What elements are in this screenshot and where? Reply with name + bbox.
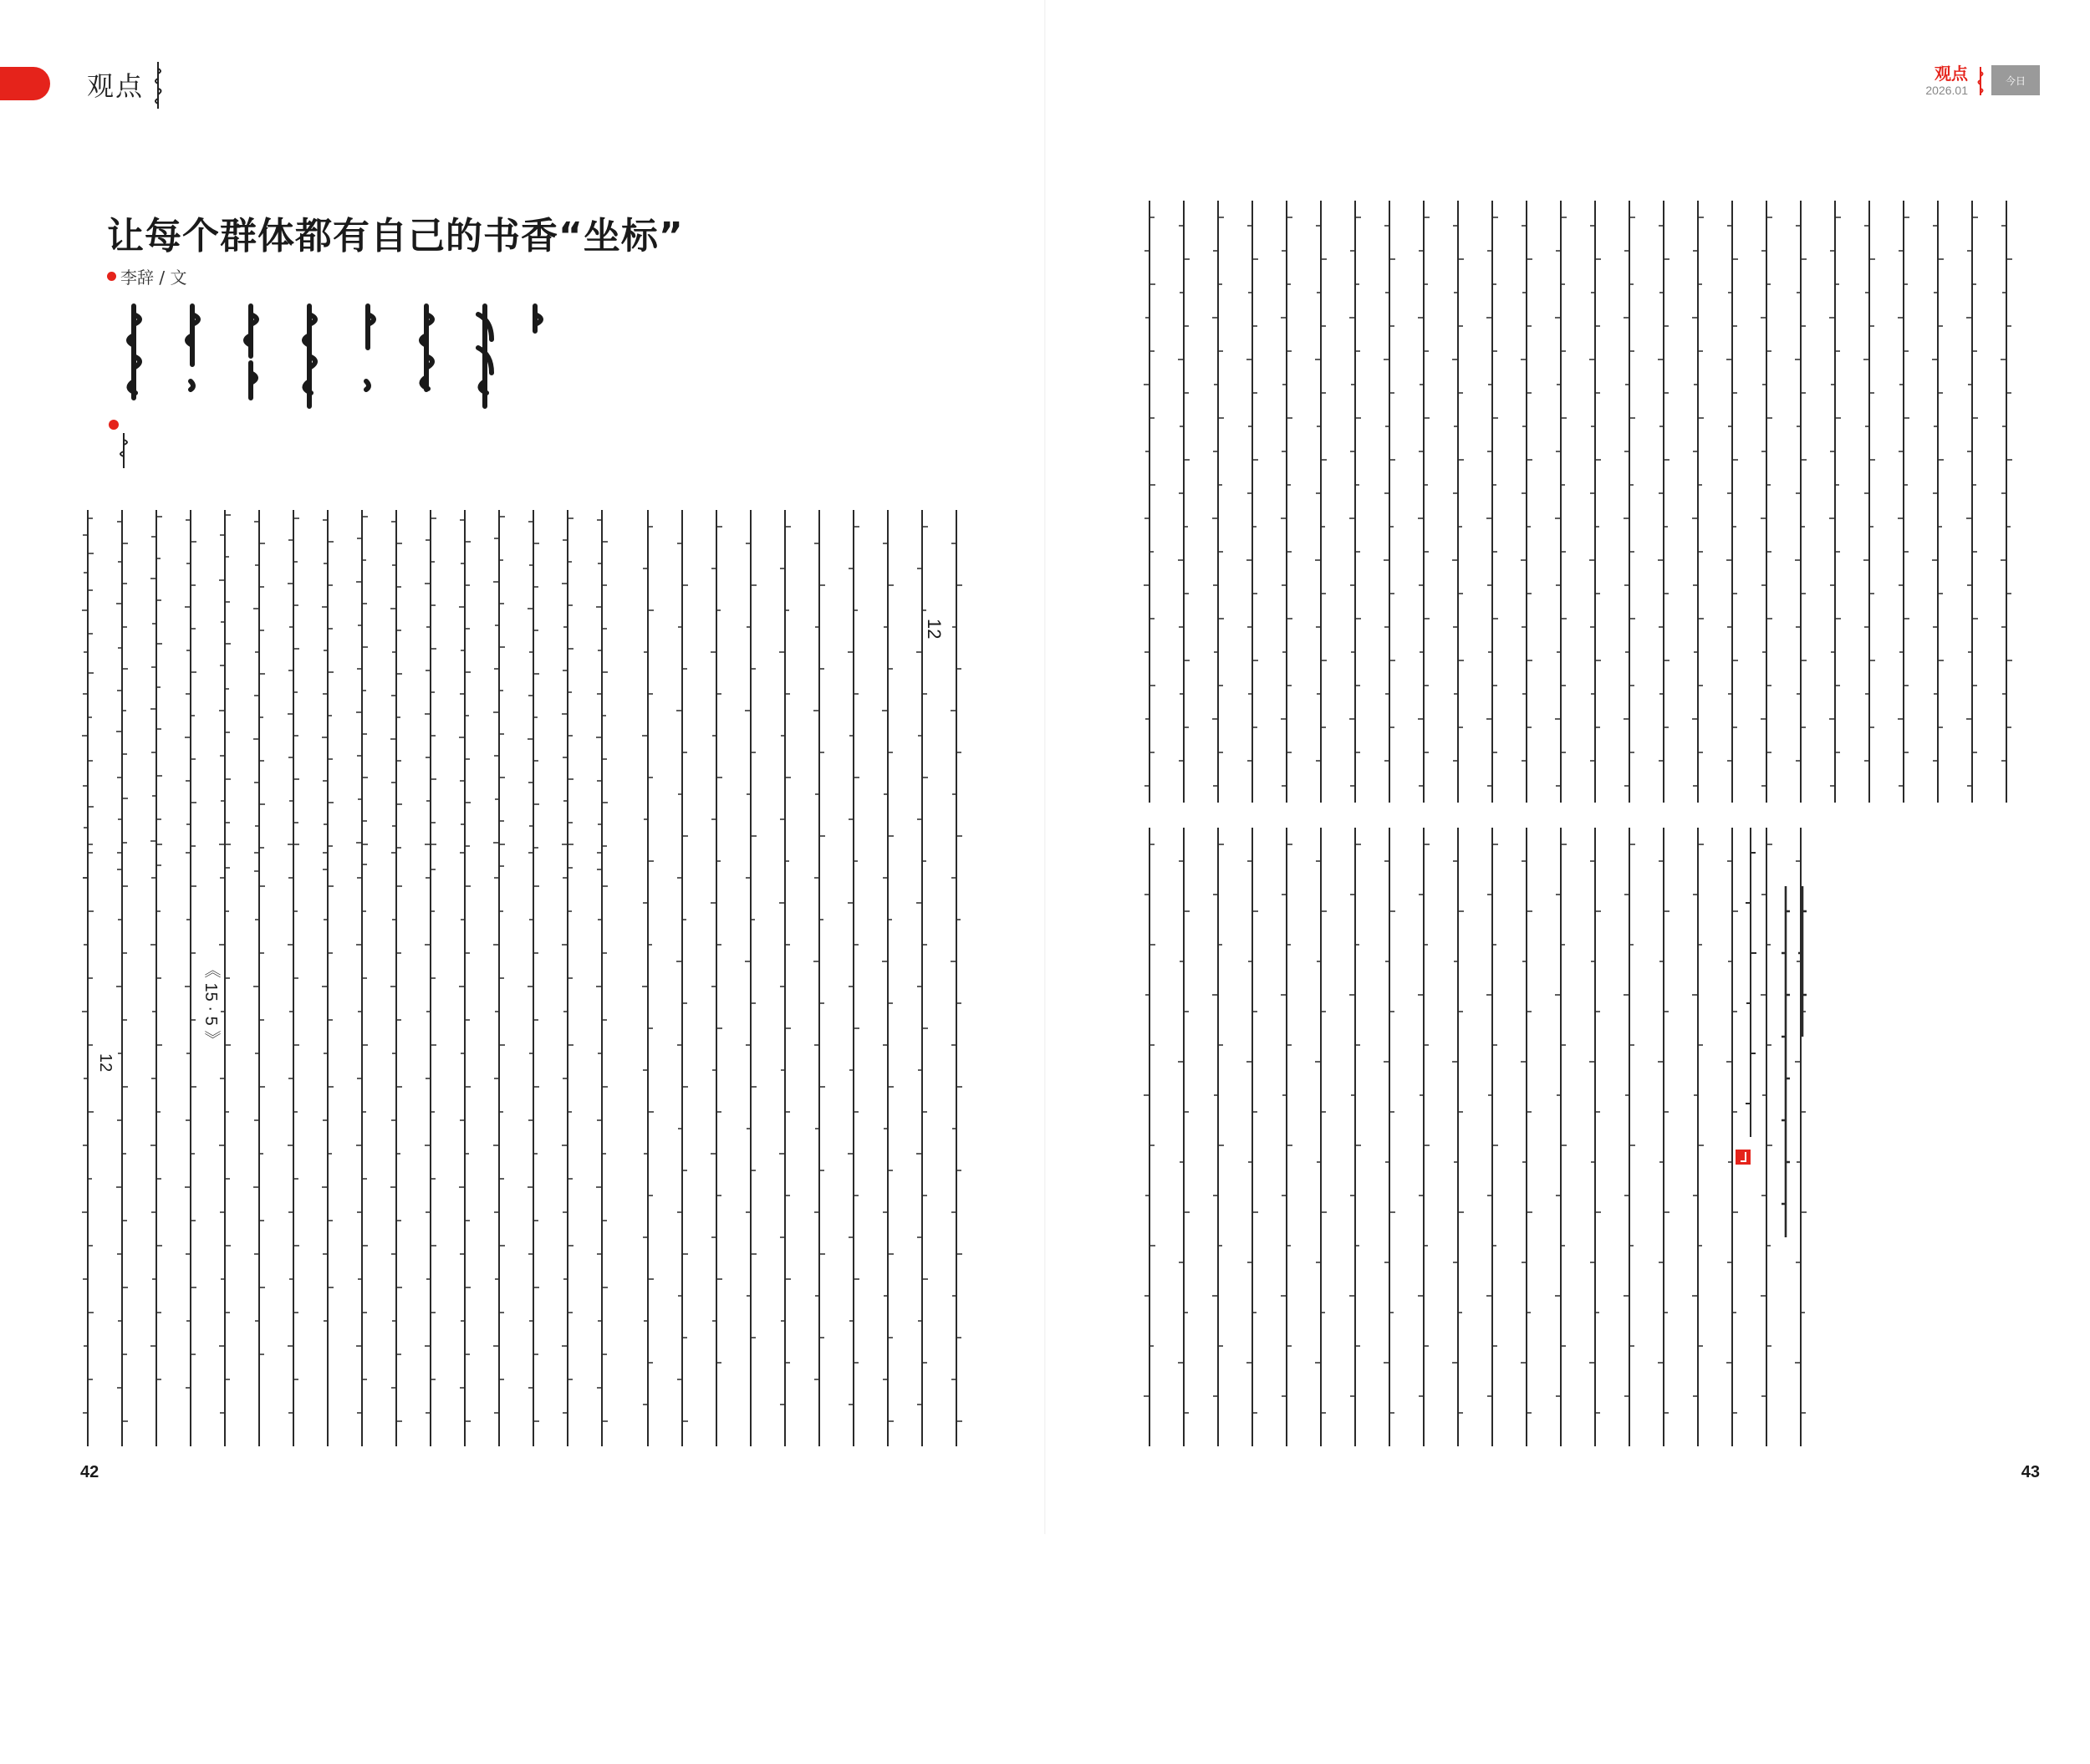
magazine-logo (1991, 65, 2040, 95)
left-text-columns-extra (635, 510, 986, 1463)
mongolian-title (117, 298, 552, 415)
article-title: 让每个群体都有自己的书香“坐标” (107, 215, 684, 257)
logo-text: 今日 (2005, 74, 2026, 87)
right-text-columns-bottom (1137, 828, 1822, 1463)
page-number-left: 42 (80, 1463, 99, 1481)
article-author (107, 264, 186, 288)
right-page (1045, 0, 2090, 1534)
article-end-mark (1736, 1150, 1751, 1165)
author-name: 李辞 / 文 (120, 268, 187, 288)
inline-number: 12 (924, 619, 945, 640)
inline-number: 《 15 · 5 》 (201, 961, 220, 1048)
header-text-block (1925, 65, 1968, 97)
running-header (1925, 65, 2040, 100)
page-number-right: 43 (2021, 1463, 2040, 1481)
section-tab-marker (0, 67, 50, 100)
header-mongolian-label (1975, 65, 1986, 97)
header-issue: 2026.01 (1925, 84, 1968, 97)
right-text-columns-top (1137, 201, 2057, 819)
mongolian-author (107, 418, 140, 477)
right-final-column (1734, 828, 1767, 1162)
red-dot-icon (107, 272, 116, 281)
header-title: 观点 (1935, 65, 1968, 84)
left-page (0, 0, 1045, 1534)
source-note (1777, 886, 1811, 1237)
section-label: 观点 (87, 71, 145, 101)
mongolian-section-label (150, 60, 166, 110)
inline-number: 12 (96, 1053, 115, 1073)
